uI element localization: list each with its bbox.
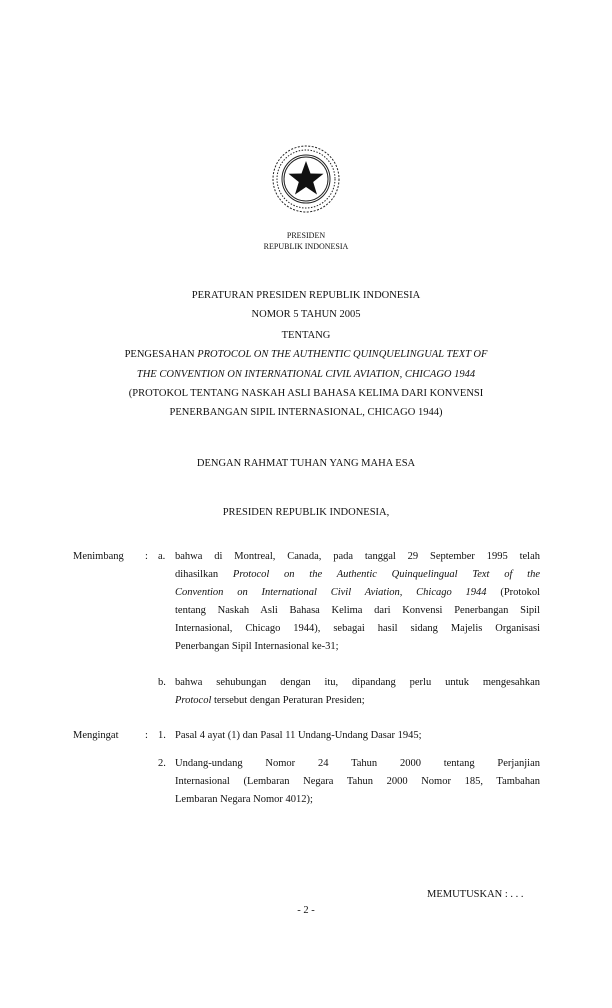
paragraph-line <box>175 730 540 742</box>
subject-italic-line2: THE CONVENTION ON INTERNATIONAL CIVIL AVIATION, CHICAGO 1944 <box>136 369 476 380</box>
paragraph-line <box>175 569 540 581</box>
item-marker: b. <box>158 677 166 688</box>
paragraph-line <box>175 695 540 707</box>
text-segment: bahwa di Montreal, Canada, pada tanggal 29 September 1995 telah <box>175 551 540 562</box>
regulation-about: TENTANG <box>281 330 331 341</box>
text-segment: Undang-undang Nomor 24 Tahun 2000 tentang Perjanjian <box>175 758 540 769</box>
italic-text: Convention on International Civil Aviation, Chicago 1944 <box>175 587 487 598</box>
continuation-text: MEMUTUSKAN : . . . <box>427 889 524 900</box>
subject-italic: PROTOCOL ON THE AUTHENTIC QUINQUELINGUAL TEXT OF <box>197 349 488 360</box>
text-segment: dihasilkan <box>175 569 233 580</box>
seal-caption-president: PRESIDEN <box>286 231 326 240</box>
text-segment: Lembaran Negara Nomor 4012); <box>175 794 313 805</box>
paragraph-line <box>175 551 540 563</box>
regulation-subject-line3: (PROTOKOL TENTANG NASKAH ASLI BAHASA KELIMA DARI KONVENSI <box>128 388 484 399</box>
mengingat-label: Mengingat <box>73 730 119 741</box>
paragraph-line <box>175 605 540 617</box>
page-number: - 2 - <box>297 905 315 916</box>
regulation-number: NOMOR 5 TAHUN 2005 <box>251 309 361 320</box>
text-segment: Pasal 4 ayat (1) dan Pasal 11 Undang-Undang Dasar 1945; <box>175 730 422 741</box>
garuda-star-seal-icon <box>270 141 342 219</box>
seal-caption-republic: REPUBLIK INDONESIA <box>263 242 349 251</box>
paragraph-line <box>175 677 540 689</box>
subject-prefix: PENGESAHAN <box>124 349 198 360</box>
menimbang-label: Menimbang <box>73 551 124 562</box>
text-segment: Internasional, Chicago 1944), sebagai hasil sidang Majelis Organisasi <box>175 623 540 634</box>
item-marker: a. <box>158 551 166 562</box>
text-segment: tentang Naskah Asli Bahasa Kelima dari Konvensi Penerbangan Sipil <box>175 605 540 616</box>
regulation-title: PERATURAN PRESIDEN REPUBLIK INDONESIA <box>191 290 421 301</box>
invocation: DENGAN RAHMAT TUHAN YANG MAHA ESA <box>196 458 416 469</box>
mengingat-colon: : <box>145 730 148 741</box>
text-segment: Internasional (Lembaran Negara Tahun 2000 Nomor 185, Tambahan <box>175 776 540 787</box>
text-segment: tersebut dengan Peraturan Presiden; <box>211 695 365 706</box>
text-segment: (Protokol <box>486 587 540 598</box>
paragraph-line <box>175 758 540 770</box>
regulation-subject-line2 <box>0 369 612 381</box>
president-heading: PRESIDEN REPUBLIK INDONESIA, <box>222 507 390 518</box>
item-marker: 1. <box>158 730 166 741</box>
paragraph-line <box>175 587 540 599</box>
text-segment: bahwa sehubungan dengan itu, dipandang perlu untuk mengesahkan <box>175 677 540 688</box>
italic-text: Protocol <box>175 695 212 706</box>
regulation-subject-line4: PENERBANGAN SIPIL INTERNASIONAL, CHICAGO 1944) <box>169 407 443 418</box>
item-marker: 2. <box>158 758 166 769</box>
text-segment: Penerbangan Sipil Internasional ke-31; <box>175 641 339 652</box>
paragraph-line <box>175 776 540 788</box>
paragraph-line <box>175 641 540 653</box>
paragraph-line <box>175 623 540 635</box>
paragraph-line <box>175 794 540 806</box>
regulation-subject-line1 <box>0 349 612 361</box>
italic-text: Protocol on the Authentic Quinquelingual Text of the <box>232 569 540 580</box>
menimbang-colon: : <box>145 551 148 562</box>
